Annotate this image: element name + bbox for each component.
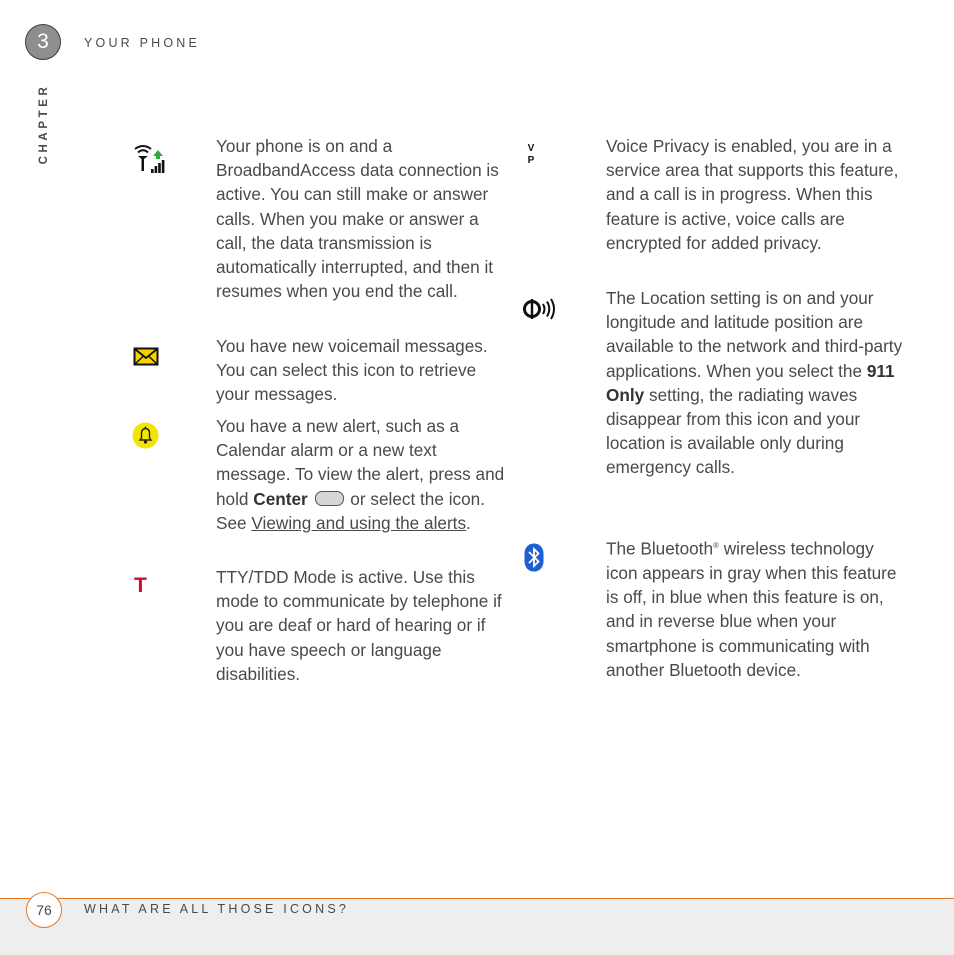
location-text-pre: The Location setting is on and your longitude and latitude position are available to the network and third-party applications. When you select the xyxy=(606,288,903,381)
alert-text-post: . xyxy=(466,512,471,533)
voice-privacy-description: Voice Privacy is enabled, you are in a service area that supports this feature, and a call is in progress. When this feature is active, voice calls are encrypted for added privacy. xyxy=(606,136,899,253)
bluetooth-text-post: wireless technology icon appears in gray when this feature is off, in blue when this feature is on, and in reverse blue when your smartphone is communicating with another Bluetooth device. xyxy=(606,538,897,680)
page-number-badge xyxy=(26,892,62,928)
location-description xyxy=(606,286,906,480)
header-title: YOUR PHONE xyxy=(84,36,201,50)
tty-description: TTY/TDD Mode is active. Use this mode to communicate by telephone if you are deaf or hard of hearing or if you have speech or language disabilities. xyxy=(216,567,502,684)
chapter-label-vertical xyxy=(18,84,70,164)
alert-text-pre: You have a new alert, such as a Calendar alarm or a new text message. To view the alert, press and hold xyxy=(216,416,505,509)
registered-mark: ® xyxy=(713,541,719,550)
alert-description xyxy=(216,414,506,535)
bluetooth-icon xyxy=(524,543,544,572)
location-icon xyxy=(522,298,556,320)
broadband-data-description: Your phone is on and a BroadbandAccess data connection is active. You can still make or answer calls. When you make or answer a call, the data transmission is automatically interrupted, and then it resumes when you end the call. xyxy=(216,136,499,302)
voicemail-description: You have new voicemail messages. You can select this icon to retrieve your messages. xyxy=(216,336,488,405)
voice-privacy-p: P xyxy=(527,155,535,166)
chapter-number: 3 xyxy=(37,30,49,53)
page-number: 76 xyxy=(36,902,52,918)
voicemail-envelope-icon[interactable] xyxy=(133,347,159,366)
tty-icon: T xyxy=(134,574,147,597)
bluetooth-description xyxy=(606,534,906,682)
voice-privacy-v: V xyxy=(527,143,535,154)
center-button-icon xyxy=(315,491,344,506)
alert-bell-icon[interactable] xyxy=(132,422,159,449)
voice-privacy-icon xyxy=(525,143,537,167)
chapter-number-badge xyxy=(25,24,61,60)
broadband-data-icon xyxy=(133,144,167,175)
location-text-post: setting, the radiating waves disappear from this icon and your location is available only during emergency calls. xyxy=(606,384,861,478)
bluetooth-text-pre: The Bluetooth xyxy=(606,538,714,559)
911-only-label: 911 Only xyxy=(606,360,895,405)
viewing-alerts-link[interactable]: Viewing and using the alerts xyxy=(251,512,467,533)
chapter-label: CHAPTER xyxy=(38,83,50,165)
center-key-label: Center xyxy=(253,488,308,509)
footer-title: WHAT ARE ALL THOSE ICONS? xyxy=(84,902,350,916)
alert-text-mid: or select the icon. See xyxy=(216,488,486,533)
